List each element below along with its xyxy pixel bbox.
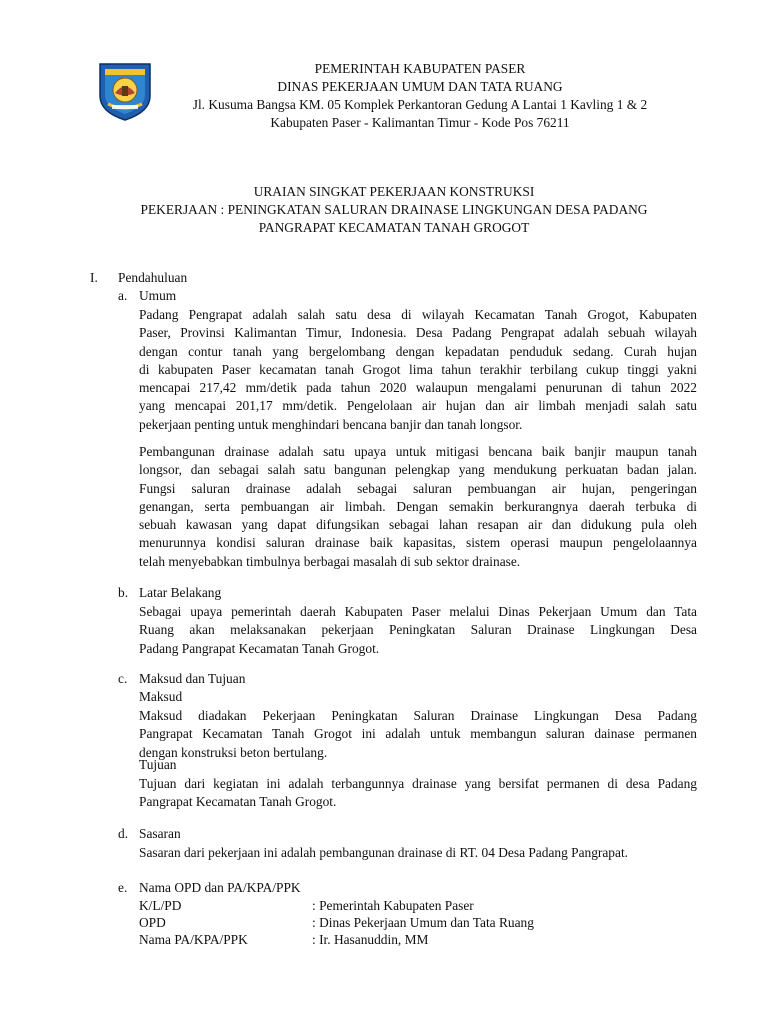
text-line: pekerjaan penting untuk menghindari bencana banjir dan tanah longsor. bbox=[139, 416, 523, 432]
text-line: longsor, dan sebagai salah satu bangunan pelengkap yang mendukung perkuatan badan jalan. bbox=[139, 462, 697, 478]
text-line: mencapai 217,42 mm/detik pada tahun 2020 walaupun mengalami penurunan di tahun 2022 bbox=[139, 380, 697, 396]
subsection-c-letter: c. bbox=[118, 671, 128, 686]
header-region: Kabupaten Paser - Kalimantan Timur - Kode Pos 76211 bbox=[270, 115, 570, 130]
text-line: di kabupaten Paser kecamatan tanah Grogot lima tahun terakhir terbilang cukup tinggi yakni bbox=[139, 361, 697, 377]
text-line: Pembangunan drainase adalah satu upaya untuk mitigasi bencana baik banjir maupun tanah bbox=[139, 444, 697, 459]
tujuan-label: Tujuan bbox=[139, 757, 177, 772]
text-line: Padang Pangrapat Kecamatan Tanah Grogot. bbox=[139, 640, 380, 656]
kv-label-klpd: K/L/PD bbox=[139, 898, 182, 913]
section-number: I. bbox=[90, 270, 98, 285]
text-line: Maksud diadakan Pekerjaan Peningkatan Saluran Drainase Lingkungan Desa Padang bbox=[139, 708, 697, 723]
subsection-d-heading: Sasaran bbox=[139, 826, 181, 841]
text-line: genangan, serta pembuangan air limbah. Dengan semakin berkurangnya daerah terbuka di bbox=[139, 498, 697, 514]
section-heading: Pendahuluan bbox=[118, 270, 188, 285]
project-title-line-1: PEKERJAAN : PENINGKATAN SALURAN DRAINASE LINGKUNGAN DESA PADANG bbox=[140, 202, 648, 217]
text-line: dengan konstruksi beton bertulang. bbox=[139, 744, 328, 760]
kv-label-pa-kpa-ppk: Nama PA/KPA/PPK bbox=[139, 932, 248, 947]
header-department: DINAS PEKERJAAN UMUM DAN TATA RUANG bbox=[277, 79, 563, 94]
kabupaten-paser-emblem-icon bbox=[96, 60, 154, 122]
paragraph-umum-2 bbox=[139, 443, 697, 571]
kv-value-opd: : Dinas Pekerjaan Umum dan Tata Ruang bbox=[312, 915, 534, 930]
text-line: Pangrapat Kecamatan Tanah Grogot. bbox=[139, 794, 337, 810]
paragraph-latar-belakang bbox=[139, 603, 697, 658]
subsection-e-letter: e. bbox=[118, 880, 128, 895]
kv-value-pa-kpa-ppk: : Ir. Hasanuddin, MM bbox=[312, 932, 429, 947]
text-line: yang mencapai 201,17 mm/detik. Pengelolaan air hujan dan air limbah menjadi salah satu bbox=[139, 398, 697, 414]
subsection-d-letter: d. bbox=[118, 826, 129, 841]
text-line: telah menyebabkan timbulnya berbagai masalah di sub sektor drainase. bbox=[139, 553, 521, 569]
paragraph-umum-1 bbox=[139, 306, 697, 434]
text-line: Sebagai upaya pemerintah daerah Kabupaten Paser melalui Dinas Pekerjaan Umum dan Tata bbox=[139, 604, 697, 619]
paragraph-sasaran bbox=[139, 844, 697, 862]
text-line: dengan contur tanah yang bergelombang dengan kepadatan penduduk sedang. Curah hujan bbox=[139, 343, 697, 359]
kv-label-opd: OPD bbox=[139, 915, 166, 930]
header-address: Jl. Kusuma Bangsa KM. 05 Komplek Perkantoran Gedung A Lantai 1 Kavling 1 & 2 bbox=[192, 97, 648, 112]
subsection-a-heading: Umum bbox=[139, 288, 177, 303]
text-line: Sasaran dari pekerjaan ini adalah pembangunan drainase di RT. 04 Desa Padang Pangrapat. bbox=[139, 845, 629, 860]
text-line: Pangrapat Kecamatan Tanah Grogot ini adalah untuk membangun saluran dainase permanen bbox=[139, 726, 697, 742]
paragraph-maksud bbox=[139, 707, 697, 762]
subsection-a-letter: a. bbox=[118, 288, 128, 303]
kv-value-klpd: : Pemerintah Kabupaten Paser bbox=[312, 898, 474, 913]
text-line: Paser, Provinsi Kalimantan Timur, Indonesia. Desa Padang Pengrapat adalah sebuah wilayah bbox=[139, 325, 697, 341]
text-line: Fungsi saluran drainase adalah sebagai saluran pembuangan air hujan, pengeringan bbox=[139, 480, 697, 496]
text-line: menurunnya kondisi saluran drainase baik kapasitas, sistem operasi maupun pengelolaannya bbox=[139, 535, 697, 551]
subsection-e-heading: Nama OPD dan PA/KPA/PPK bbox=[139, 880, 301, 895]
text-line: Ruang akan melaksanakan pekerjaan Peningkatan Saluran Drainase Lingkungan Desa bbox=[139, 622, 697, 638]
text-line: sebuah kawasan yang dapat difungsikan sebagai lahan resapan air dan didukung pula oleh bbox=[139, 517, 697, 533]
document-title: URAIAN SINGKAT PEKERJAAN KONSTRUKSI bbox=[253, 184, 535, 199]
header-government: PEMERINTAH KABUPATEN PASER bbox=[314, 61, 526, 76]
subsection-c-heading: Maksud dan Tujuan bbox=[139, 671, 246, 686]
paragraph-tujuan bbox=[139, 775, 697, 812]
project-title-line-2: PANGRAPAT KECAMATAN TANAH GROGOT bbox=[258, 220, 530, 235]
subsection-b-heading: Latar Belakang bbox=[139, 585, 222, 600]
subsection-b-letter: b. bbox=[118, 585, 129, 600]
maksud-label: Maksud bbox=[139, 689, 183, 704]
text-line: Tujuan dari kegiatan ini adalah terbangunnya drainase yang bersifat permanen di desa Padang bbox=[139, 776, 697, 791]
text-line: Padang Pengrapat adalah salah satu desa di wilayah Kecamatan Tanah Grogot, Kabupaten bbox=[139, 307, 697, 322]
